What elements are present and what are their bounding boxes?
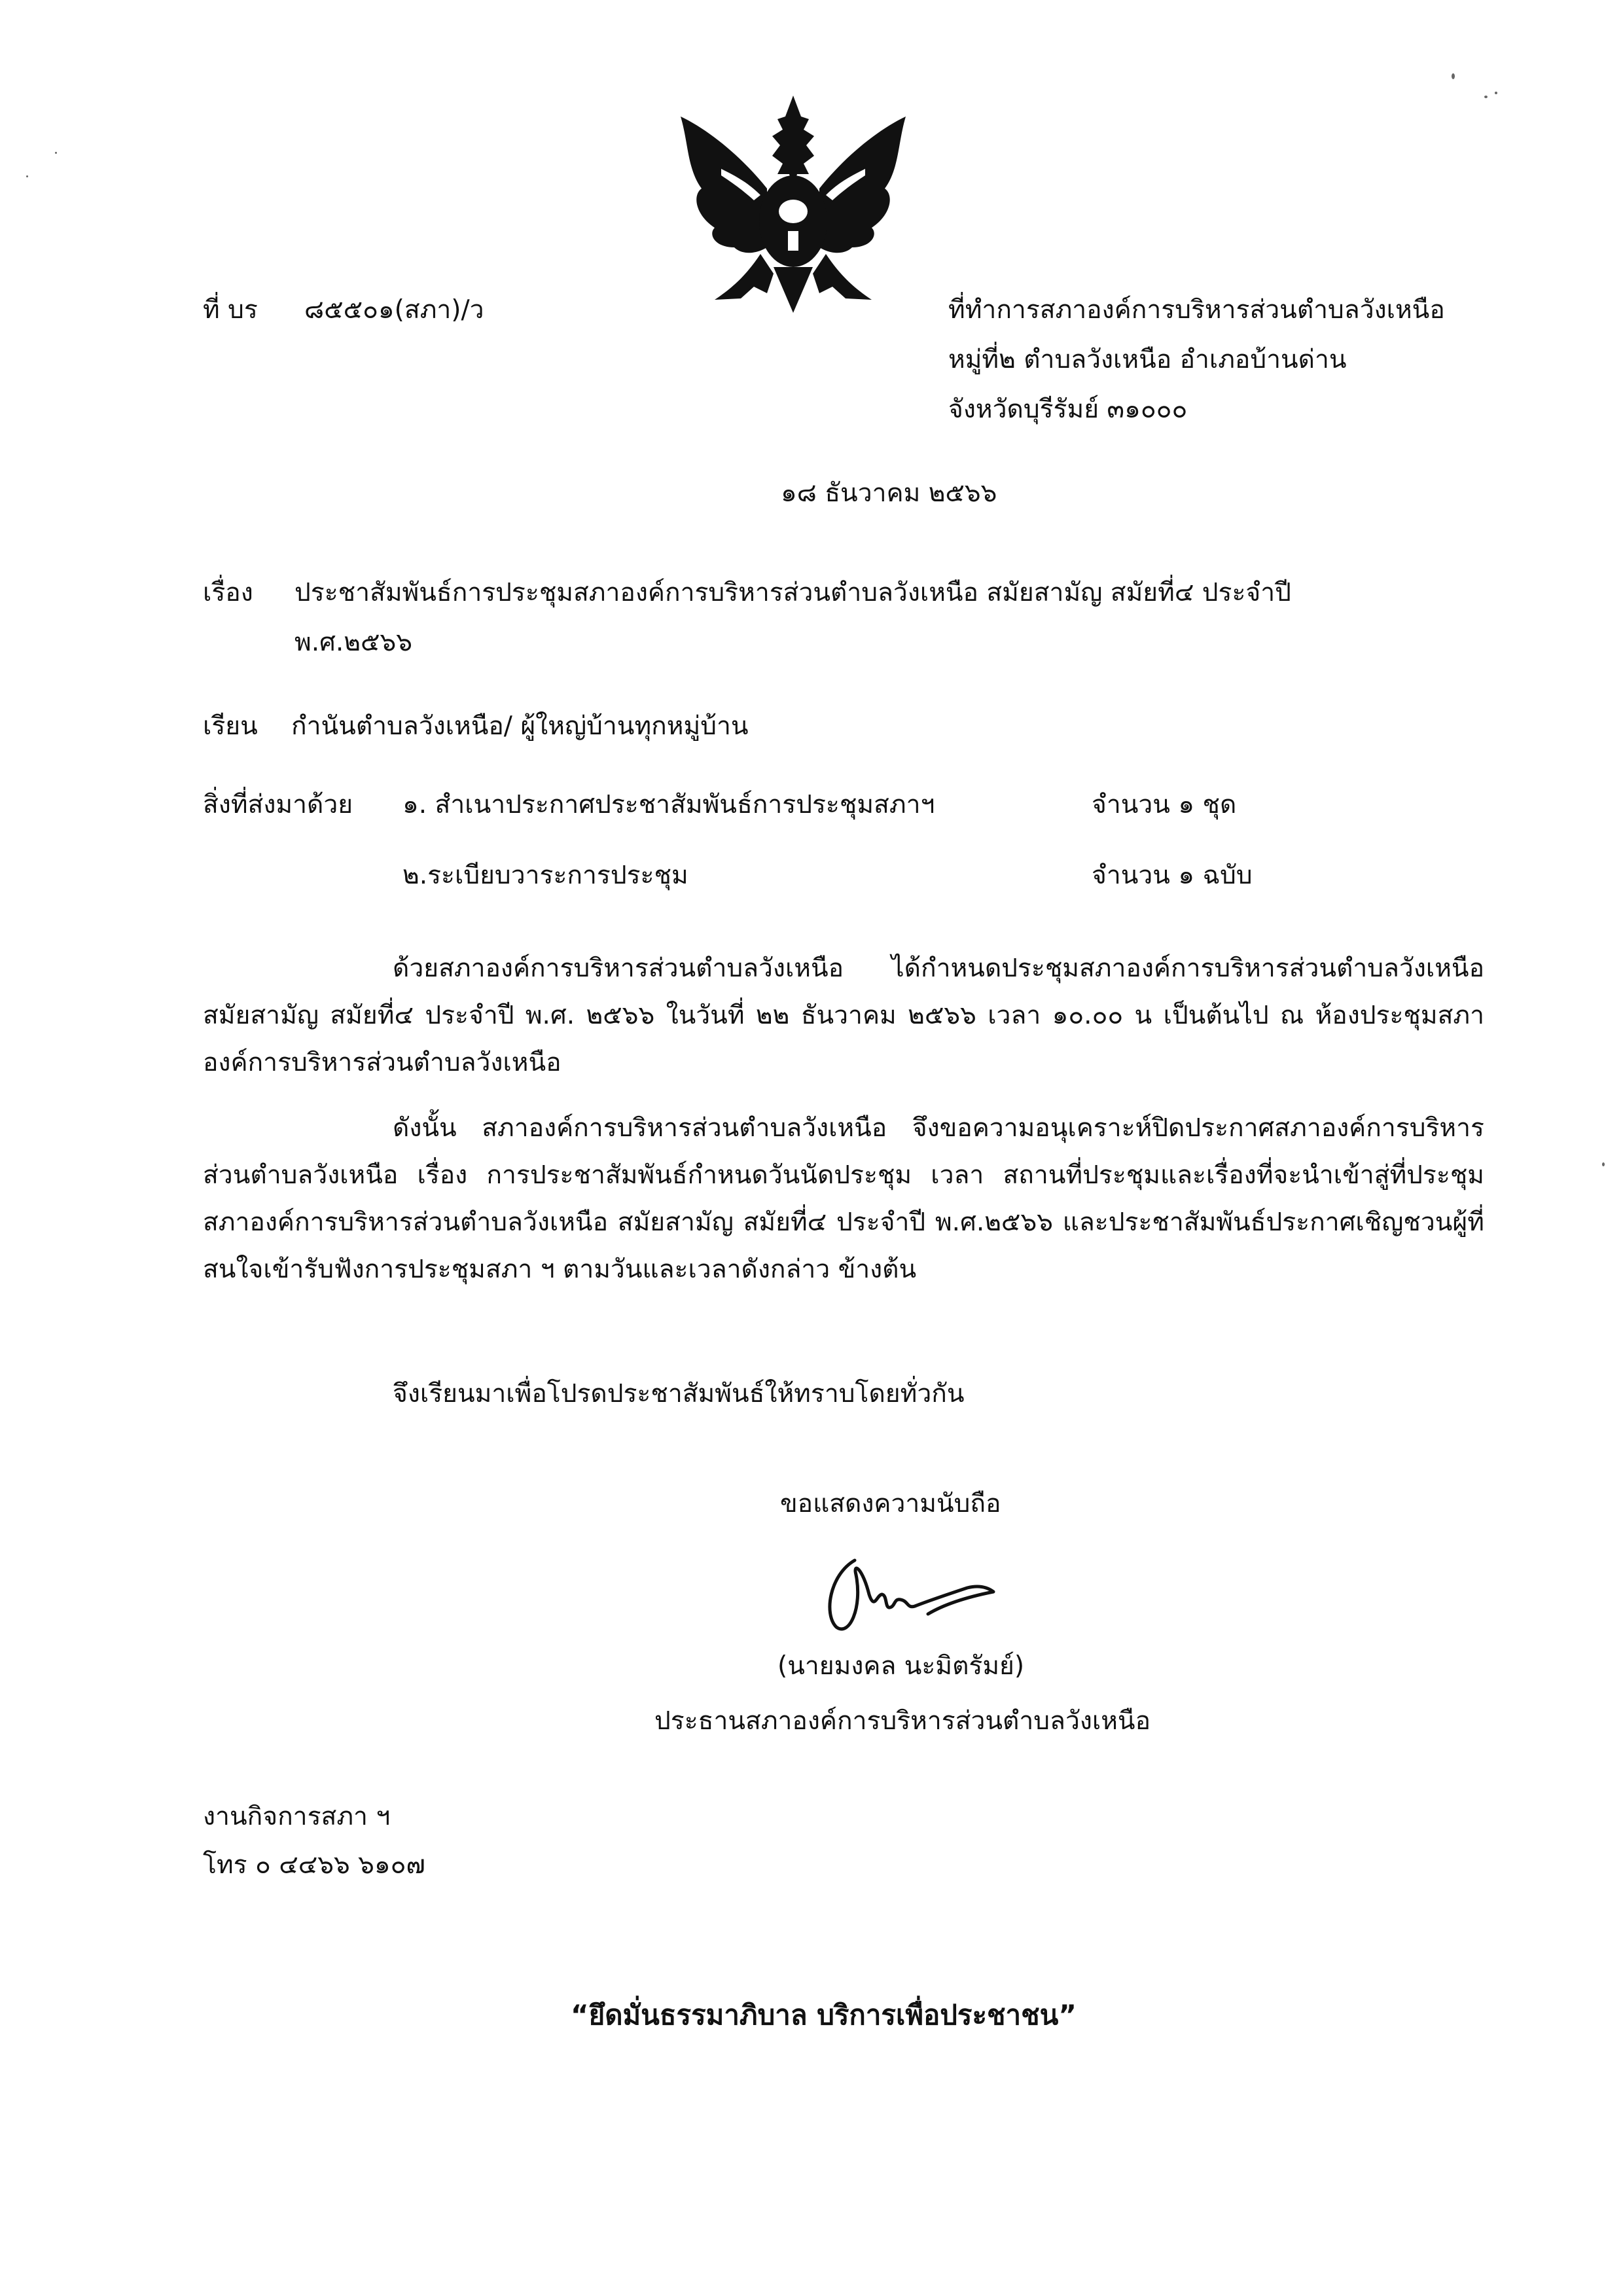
signatory-name: (นายมงคล นะมิตรัมย์) bbox=[777, 1651, 1025, 1681]
sender-address-line3: จังหวัดบุรีรัมย์ ๓๑๐๐๐ bbox=[948, 395, 1188, 424]
scan-speck bbox=[1495, 92, 1497, 94]
document-date: ๑๘ ธันวาคม ๒๕๖๖ bbox=[781, 478, 997, 508]
recipient-value: กำนันตำบลวังเหนือ/ ผู้ใหญ่บ้านทุกหมู่บ้าน bbox=[291, 711, 749, 741]
subject-line1: ประชาสัมพันธ์การประชุมสภาองค์การบริหารส่วนตำบลวังเหนือ สมัยสามัญ สมัยที่๔ ประจำปี bbox=[294, 578, 1291, 607]
enclosure-qty-1: จำนวน ๑ ชุด bbox=[1092, 790, 1237, 819]
subject-line2: พ.ศ.๒๕๖๖ bbox=[294, 628, 412, 657]
scan-speck bbox=[55, 152, 57, 154]
enclosure-item-1: ๑. สำเนาประกาศประชาสัมพันธ์การประชุมสภาฯ bbox=[402, 790, 935, 819]
handwritten-signature bbox=[817, 1549, 1013, 1640]
enclosure-item-2: ๒.ระเบียบวาระการประชุม bbox=[402, 861, 688, 890]
closing-request: จึงเรียนมาเพื่อโปรดประชาสัมพันธ์ให้ทราบโดยทั่วกัน bbox=[393, 1379, 965, 1408]
enclosures-label: สิ่งที่ส่งมาด้วย bbox=[203, 790, 353, 819]
scan-speck bbox=[1484, 96, 1488, 98]
subject-label: เรื่อง bbox=[203, 578, 253, 607]
reference-label: ที่ บร bbox=[203, 295, 258, 325]
garuda-emblem-icon bbox=[669, 90, 918, 314]
recipient-label: เรียน bbox=[203, 711, 258, 741]
scan-speck bbox=[1452, 73, 1455, 79]
reference-number: ๘๕๕๐๑(สภา)/ว bbox=[304, 295, 484, 325]
scan-speck bbox=[1602, 1162, 1605, 1166]
contact-phone: โทร ๐ ๔๔๖๖ ๖๑๐๗ bbox=[203, 1850, 425, 1880]
sender-address-line2: หมู่ที่๒ ตำบลวังเหนือ อำเภอบ้านด่าน bbox=[948, 345, 1347, 374]
contact-department: งานกิจการสภา ฯ bbox=[203, 1802, 391, 1831]
scan-speck bbox=[26, 175, 28, 177]
enclosure-qty-2: จำนวน ๑ ฉบับ bbox=[1092, 861, 1253, 890]
body-paragraph-2: ดังนั้น สภาองค์การบริหารส่วนตำบลวังเหนือ จึงขอความอนุเคราะห์ปิดประกาศสภาองค์การบริหารส่วนตำบลวังเหนือ เรื่อง การประชาสัมพันธ์กำหนดวันนัดประชุม เวลา สถานที่ประชุมและเรื่องที่จะนำเข้าสู่ที่ประชุม สภาองค์การบริหารส่วนตำบลวังเหนือ สมัยสามัญ สมัยที่๔ ประจำปี พ.ศ.๒๕๖๖ และประชาสัมพันธ์ประกาศเชิญชวนผู้ที่สนใจเข้ารับฟังการประชุมสภา ฯ ตามวันและเวลาดังกล่าว ข้างต้น bbox=[203, 1113, 1484, 1284]
body-paragraph-1: ด้วยสภาองค์การบริหารส่วนตำบลวังเหนือ ได้กำหนดประชุมสภาองค์การบริหารส่วนตำบลวังเหนือ สมัยสามัญ สมัยที่๔ ประจำปี พ.ศ. ๒๕๖๖ ในวันที่ ๒๒ ธันวาคม ๒๕๖๖ เวลา ๑๐.๐๐ น เป็นต้นไป ณ ห้องประชุมสภาองค์การบริหารส่วนตำบลวังเหนือ bbox=[203, 954, 1484, 1077]
slogan: “ยึดมั่นธรรมาภิบาล บริการเพื่อประชาชน” bbox=[571, 1999, 1077, 2031]
sender-address-line1: ที่ทำการสภาองค์การบริหารส่วนตำบลวังเหนือ bbox=[948, 295, 1445, 325]
signatory-title: ประธานสภาองค์การบริหารส่วนตำบลวังเหนือ bbox=[654, 1706, 1151, 1736]
complimentary-close: ขอแสดงความนับถือ bbox=[780, 1489, 1001, 1518]
